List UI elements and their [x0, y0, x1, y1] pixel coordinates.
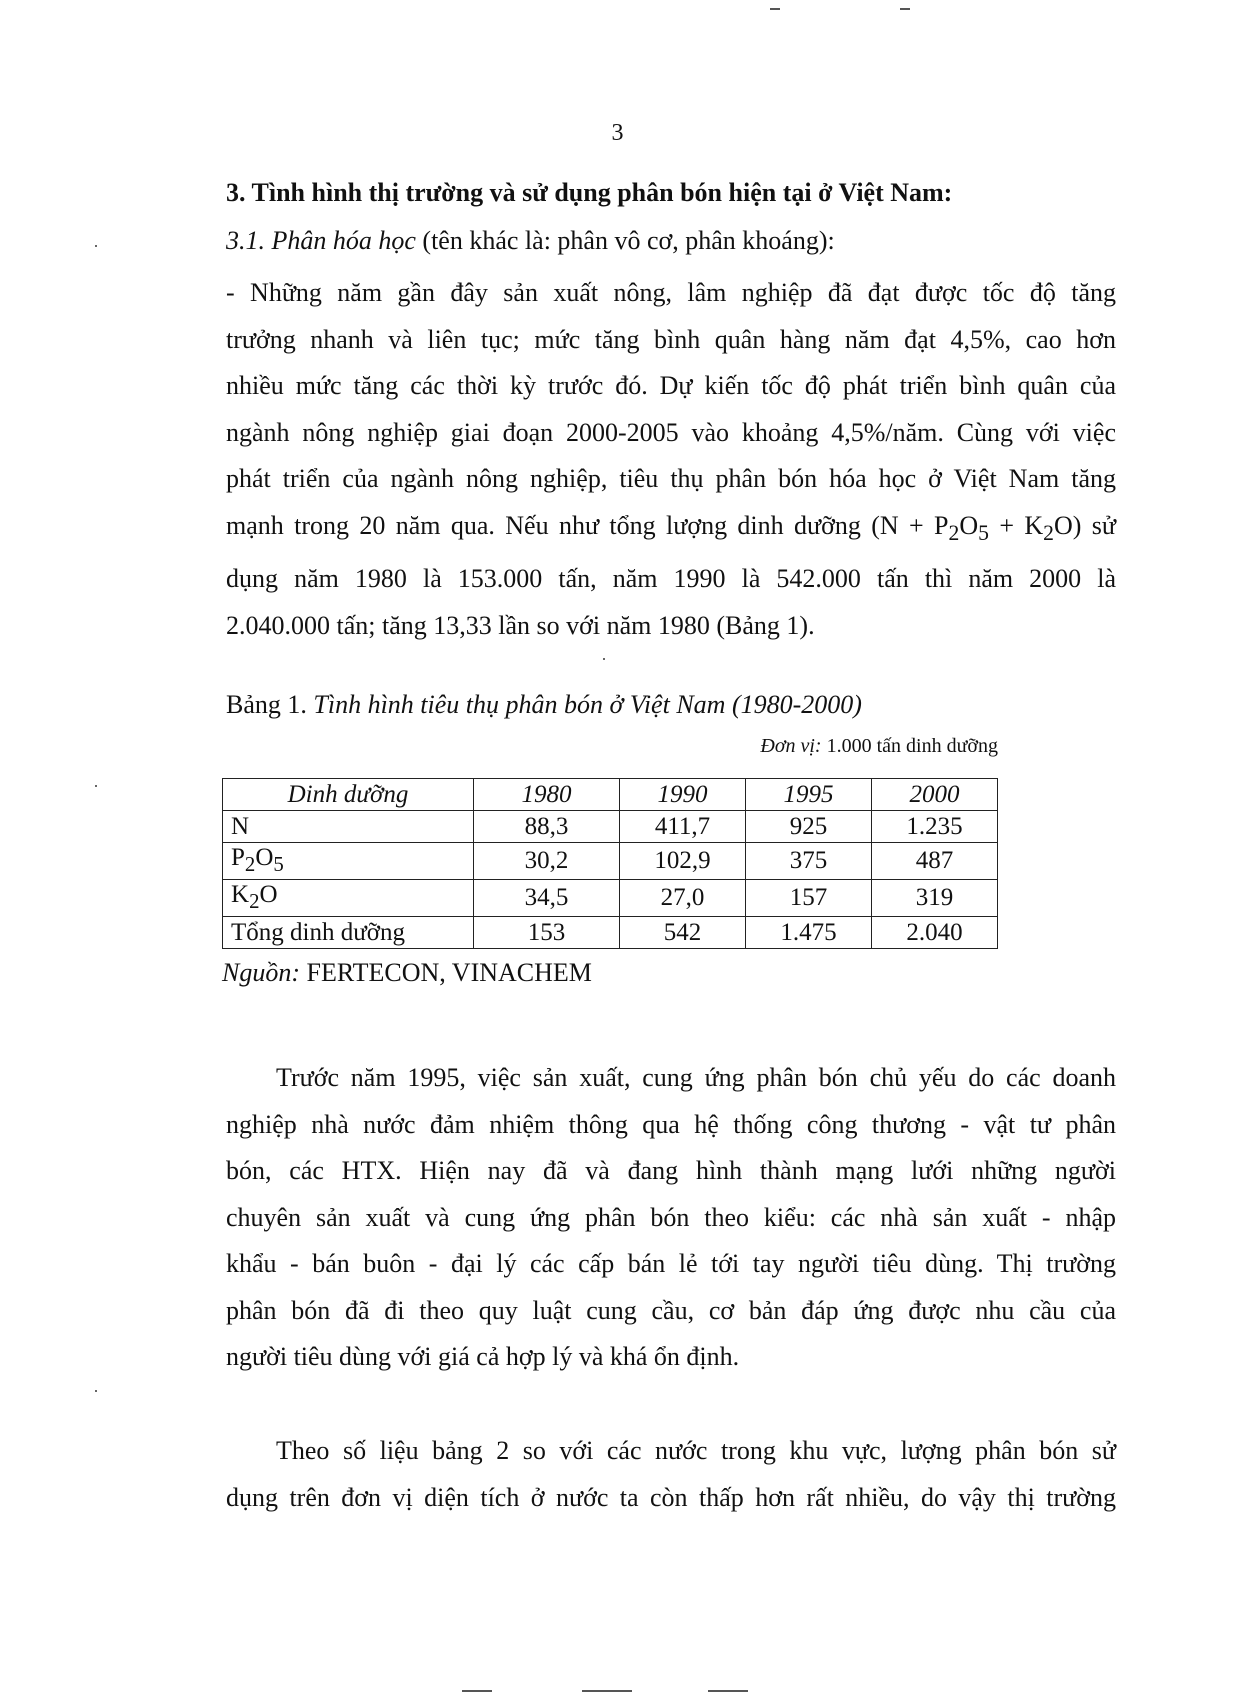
table-cell: 375 [746, 843, 872, 880]
table-source [222, 958, 592, 988]
scan-mark-top-1 [770, 8, 780, 10]
scan-mark-bottom-3 [708, 1690, 748, 1692]
table-row-label [223, 880, 474, 917]
table-cell: 88,3 [474, 811, 620, 843]
paragraph-1-line: dụng năm 1980 là 153.000 tấn, năm 1990 là 542.000 tấn thì năm 2000 là [226, 564, 1116, 594]
table-cell: 487 [872, 843, 998, 880]
paragraph-2-line: phân bón đã đi theo quy luật cung cầu, cơ bản đáp ứng được nhu cầu của [226, 1295, 1116, 1325]
label-mid: O [259, 881, 278, 908]
table-header-row [223, 779, 998, 811]
paragraph-3-line: Theo số liệu bảng 2 so với các nước trong khu vực, lượng phân bón sử [276, 1436, 1116, 1465]
unit-value: 1.000 tấn dinh dưỡng [821, 735, 998, 757]
table-cell: 102,9 [620, 843, 746, 880]
source-value: FERTECON, VINACHEM [300, 958, 592, 987]
table-cell: 34,5 [474, 880, 620, 917]
label-main: N [231, 812, 250, 840]
table-header-cell: 1995 [746, 779, 872, 811]
table-caption [226, 690, 862, 720]
paragraph-1-line-formula [226, 503, 1116, 557]
paragraph-1 [226, 270, 1116, 649]
source-label: Nguồn: [222, 958, 300, 987]
label-mid: O [255, 844, 274, 871]
scan-mark-bottom-1 [462, 1690, 492, 1692]
table-cell: 411,7 [620, 811, 746, 843]
table-row [223, 811, 998, 843]
label-sub: 5 [273, 852, 284, 876]
formula-sub-1: 2 [948, 520, 960, 545]
table-cell: 319 [872, 880, 998, 917]
table-cell: 925 [746, 811, 872, 843]
paragraph-1-line: 2.040.000 tấn; tăng 13,33 lần so với năm 1980 (Bảng 1). [226, 610, 815, 640]
table-cell: 30,2 [474, 843, 620, 880]
paragraph-2-line: Trước năm 1995, việc sản xuất, cung ứng phân bón chủ yếu do các doanh [276, 1063, 1116, 1092]
table-cell: 1.475 [746, 917, 872, 949]
table-row-label [223, 811, 474, 843]
table-row-label [223, 917, 474, 949]
paragraph-2 [226, 1055, 1116, 1381]
subsection-title: 3.1. Phân hóa học [226, 226, 416, 255]
table-cell: 542 [620, 917, 746, 949]
paragraph-1-line: phát triển của ngành nông nghiệp, tiêu thụ phân bón hóa học ở Việt Nam tăng [226, 464, 1116, 493]
paragraph-3 [226, 1428, 1116, 1521]
scan-dot-left-3 [95, 1390, 97, 1392]
table-row-total [223, 917, 998, 949]
table-row-label [223, 843, 474, 880]
table-header-cell: 2000 [872, 779, 998, 811]
table-cell: 27,0 [620, 880, 746, 917]
scan-mark-bottom-2 [582, 1690, 632, 1692]
formula-text-3: + K [988, 510, 1044, 540]
paragraph-2-line: người tiêu dùng với giá cả hợp lý và khá ổn định. [226, 1342, 740, 1371]
formula-sub-2: 5 [978, 520, 989, 545]
label-main: Tổng dinh dưỡng [231, 918, 405, 946]
section-heading: 3. Tình hình thị trường và sử dụng phân bón hiện tại ở Việt Nam: [226, 178, 953, 207]
subsection-heading [226, 226, 835, 256]
formula-text-2: O [959, 510, 979, 540]
table-header-cell: 1980 [474, 779, 620, 811]
table-cell: 2.040 [872, 917, 998, 949]
paragraph-2-line: nghiệp nhà nước đảm nhiệm thông qua hệ thống công thương - vật tư phân [226, 1109, 1116, 1139]
table-unit-note [760, 735, 998, 758]
scan-dot-center [603, 658, 605, 660]
table-caption-prefix: Bảng 1. [226, 690, 314, 719]
table-cell: 157 [746, 880, 872, 917]
formula-text-4: O) sử [1053, 510, 1116, 540]
formula-text-1: mạnh trong 20 năm qua. Nếu như tổng lượng dinh dưỡng (N + P [226, 510, 949, 540]
table-row [223, 880, 998, 917]
scan-mark-top-2 [900, 8, 910, 10]
table-cell: 153 [474, 917, 620, 949]
label-sub: 2 [249, 889, 260, 913]
table-cell: 1.235 [872, 811, 998, 843]
formula-sub-3: 2 [1043, 520, 1054, 545]
paragraph-1-line: ngành nông nghiệp giai đoạn 2000-2005 vào khoảng 4,5%/năm. Cùng với việc [226, 417, 1116, 447]
subsection-note: (tên khác là: phân vô cơ, phân khoáng): [415, 226, 835, 255]
table-row [223, 843, 998, 880]
table-header-cell: Dinh dưỡng [223, 779, 474, 811]
label-sub: 2 [244, 852, 256, 876]
paragraph-1-line: - Những năm gần đây sản xuất nông, lâm nghiệp đã đạt được tốc độ tăng [226, 278, 1116, 307]
paragraph-2-line: khẩu - bán buôn - đại lý các cấp bán lẻ tới tay người tiêu dùng. Thị trường [226, 1249, 1116, 1278]
unit-label: Đơn vị: [760, 735, 822, 757]
label-main: P [231, 844, 245, 871]
paragraph-3-line: dụng trên đơn vị diện tích ở nước ta còn thấp hơn rất nhiều, do vậy thị trường [226, 1482, 1116, 1512]
table-header-cell: 1990 [620, 779, 746, 811]
paragraph-1-line: nhiều mức tăng các thời kỳ trước đó. Dự kiến tốc độ phát triển bình quân của [226, 371, 1116, 400]
scan-dot-left-1 [95, 245, 97, 247]
page-number: 3 [611, 120, 624, 146]
paragraph-1-line: trưởng nhanh và liên tục; mức tăng bình quân hàng năm đạt 4,5%, cao hơn [226, 324, 1116, 354]
scan-dot-left-2 [95, 785, 97, 787]
fertilizer-table [222, 778, 998, 949]
table-caption-title: Tình hình tiêu thụ phân bón ở Việt Nam (1980-2000) [313, 690, 862, 719]
paragraph-2-line: bón, các HTX. Hiện nay đã và đang hình thành mạng lưới những người [226, 1156, 1116, 1185]
label-main: K [231, 881, 250, 908]
paragraph-2-line: chuyên sản xuất và cung ứng phân bón theo kiểu: các nhà sản xuất - nhập [226, 1202, 1116, 1232]
